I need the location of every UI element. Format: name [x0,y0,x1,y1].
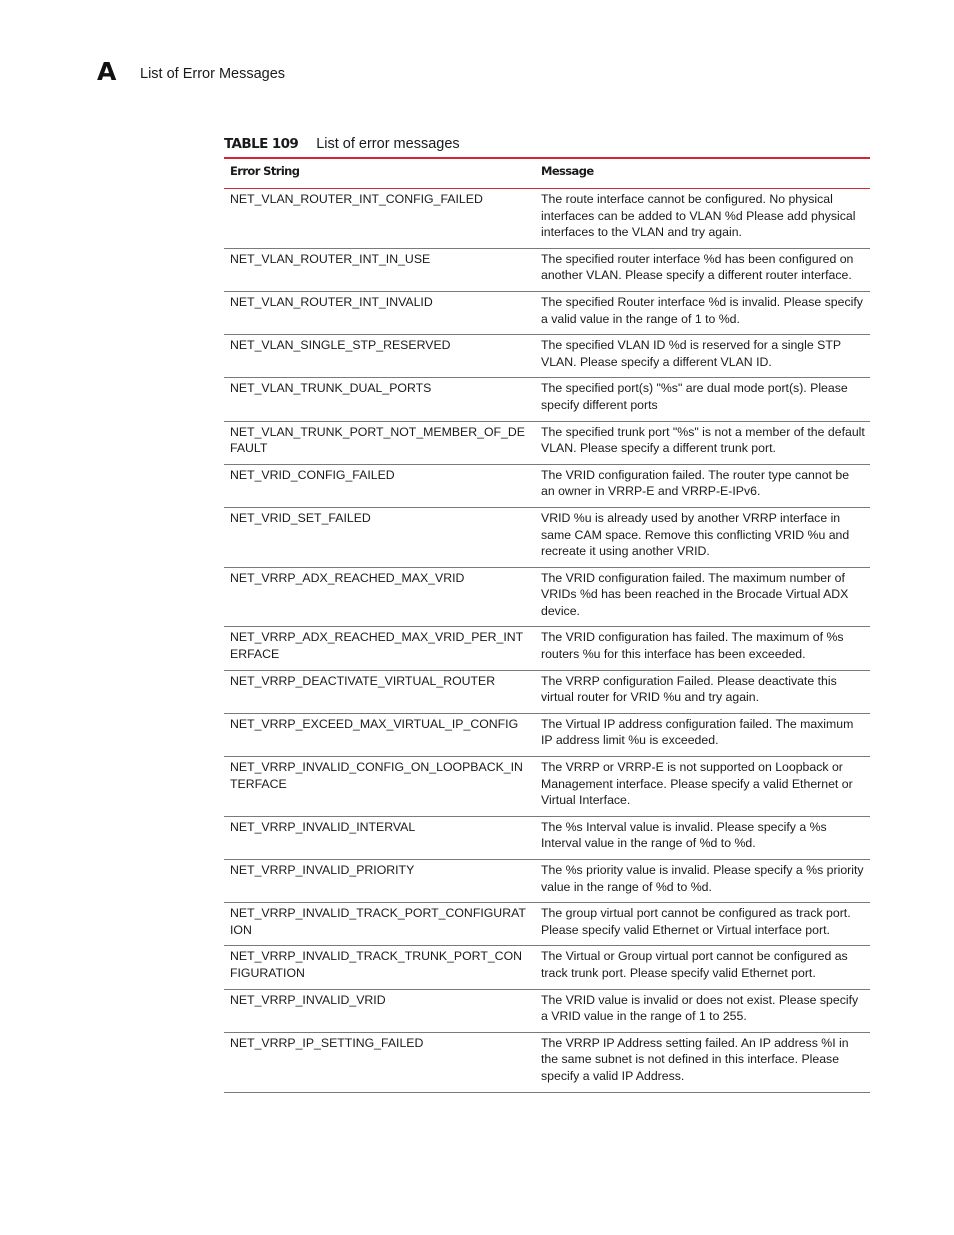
table-row [224,627,870,670]
message-cell: The VRID configuration has failed. The maximum of %s routers %u for this interface has been exceeded. [541,630,844,662]
error-table-container [224,157,870,1093]
error-string-cell: NET_VRID_CONFIG_FAILED [230,467,395,482]
table-row [224,860,870,903]
message-cell: The VRID configuration failed. The router type cannot be an owner in VRRP-E and VRRP-E-IPv6. [541,467,850,499]
table-row [224,713,870,756]
message-cell: The route interface cannot be configured. No physical interfaces can be added to VLAN %d Please add physical interfaces to the VLAN and try again. [541,192,856,240]
error-string-cell: NET_VRRP_INVALID_TRACK_TRUNK_PORT_CONFIGURATION [230,949,523,980]
error-string-cell: NET_VRRP_INVALID_INTERVAL [230,819,416,834]
message-cell: The VRID value is invalid or does not exist. Please specify a VRID value in the range of 1 to 255. [541,992,859,1024]
error-messages-table [224,157,870,1093]
message-cell: The %s priority value is invalid. Please specify a %s priority value in the range of %d to %d. [541,863,864,894]
appendix-letter: A [97,57,117,86]
error-string-cell: NET_VLAN_ROUTER_INT_CONFIG_FAILED [230,192,483,206]
table-row [224,464,870,507]
running-head-title: List of Error Messages [140,66,286,82]
message-cell: The Virtual IP address configuration failed. The maximum IP address limit %u is exceeded. [541,716,854,748]
error-string-cell: NET_VRRP_INVALID_TRACK_PORT_CONFIGURATION [230,906,526,937]
table-row [224,378,870,421]
message-cell: The specified VLAN ID %d is reserved for a single STP VLAN. Please specify a different VLAN ID. [541,338,841,369]
message-cell: The specified port(s) "%s" are dual mode port(s). Please specify different ports [541,381,848,412]
error-string-cell: NET_VRRP_ADX_REACHED_MAX_VRID [230,570,465,585]
message-cell: The VRID configuration failed. The maximum number of VRIDs %d has been reached in the Brocade Virtual ADX device. [541,570,849,618]
message-cell: The specified router interface %d has been configured on another VLAN. Please specify a different router interface. [541,251,854,283]
error-string-cell: NET_VRRP_INVALID_PRIORITY [230,863,415,877]
message-cell: VRID %u is already used by another VRRP interface in same CAM space. Remove this conflicting VRID %u and recreate it using another VRID. [541,510,850,559]
message-cell: The Virtual or Group virtual port cannot be configured as track trunk port. Please specify valid Ethernet port. [541,949,848,980]
error-string-cell: NET_VLAN_ROUTER_INT_INVALID [230,294,433,309]
table-caption [224,135,870,153]
message-cell: The VRRP or VRRP-E is not supported on Loopback or Management interface. Please specify a valid Ethernet or Virtual Interface. [541,760,853,808]
error-string-cell: NET_VRRP_INVALID_CONFIG_ON_LOOPBACK_INTERFACE [230,760,523,791]
error-string-cell: NET_VRRP_EXCEED_MAX_VIRTUAL_IP_CONFIG [230,716,519,731]
message-cell: The %s Interval value is invalid. Please specify a %s Interval value in the range of %d to %d. [541,819,827,851]
error-string-cell: NET_VLAN_ROUTER_INT_IN_USE [230,251,431,266]
table-row [224,291,870,334]
column-header-message: Message [541,164,594,178]
table-row [224,757,870,817]
error-string-cell: NET_VRRP_INVALID_VRID [230,992,386,1007]
message-cell: The VRRP IP Address setting failed. An IP address %I in the same subnet is not defined in this interface. Please specify a valid IP Address. [541,1035,849,1083]
message-cell: The specified Router interface %d is invalid. Please specify a valid value in the range of 1 to %d. [541,294,863,326]
message-cell: The VRRP configuration Failed. Please deactivate this virtual router for VRID %u and try again. [541,673,837,705]
table-row [224,507,870,567]
message-cell: The group virtual port cannot be configured as track port. Please specify valid Ethernet or Virtual interface port. [541,906,851,937]
error-string-cell: NET_VLAN_SINGLE_STP_RESERVED [230,338,451,353]
table-row [224,989,870,1032]
table-row [224,335,870,378]
table-body [224,189,870,1093]
table-row [224,946,870,989]
error-string-cell: NET_VRRP_ADX_REACHED_MAX_VRID_PER_INTERFACE [230,630,524,662]
error-string-cell: NET_VRRP_IP_SETTING_FAILED [230,1035,424,1050]
table-row [224,248,870,291]
table-row [224,903,870,946]
error-string-cell: NET_VRID_SET_FAILED [230,510,371,525]
error-string-cell: NET_VLAN_TRUNK_DUAL_PORTS [230,381,432,396]
table-row [224,670,870,713]
error-string-cell: NET_VRRP_DEACTIVATE_VIRTUAL_ROUTER [230,673,496,688]
table-row [224,1032,870,1092]
table-header-row [224,158,870,189]
table-row [224,816,870,859]
table-number: TABLE 109 [224,136,299,152]
column-header-error-string: Error String [230,164,300,178]
table-row [224,189,870,249]
message-cell: The specified trunk port "%s" is not a member of the default VLAN. Please specify a different trunk port. [541,424,865,456]
table-caption-text: List of error messages [316,136,460,152]
error-string-cell: NET_VLAN_TRUNK_PORT_NOT_MEMBER_OF_DEFAULT [230,424,525,456]
table-row [224,421,870,464]
table-row [224,567,870,627]
